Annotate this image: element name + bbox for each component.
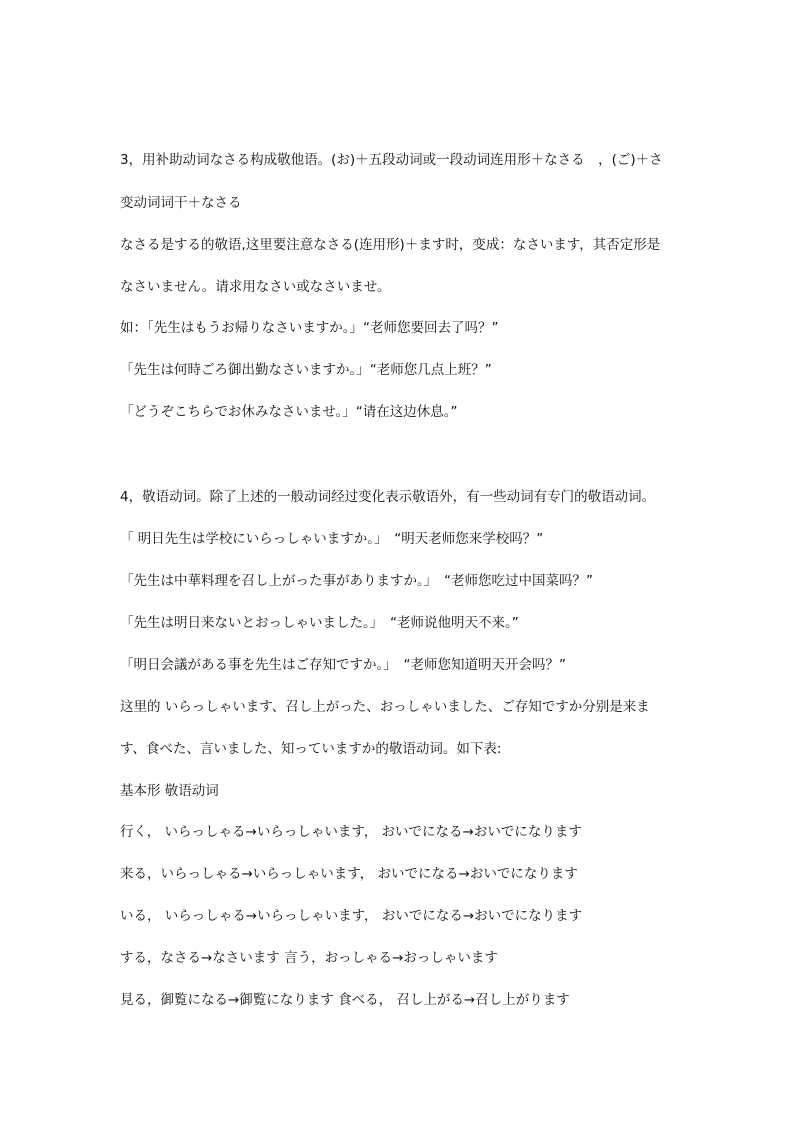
example-sentence: 「先生は中華料理を召し上がった事がありますか。」 “老师您吃过中国菜吗？”: [120, 573, 593, 589]
conjugation-row: 来る，いらっしゃる→いらっしゃいます， おいでになる→おいでになります: [120, 866, 578, 882]
example-sentence: 「明日会議がある事を先生はご存知ですか。」 “老师您知道明天开会吗？”: [120, 657, 566, 673]
conjugation-row: 見る，御覧になる→御覧になります 食べる， 召し上がる→召し上がります: [120, 992, 570, 1008]
example-sentence: 「先生は何時ごろ御出勤なさいますか。」“老师您几点上班？”: [120, 362, 492, 378]
conjugation-row: 行く， いらっしゃる→いらっしゃいます， おいでになる→おいでになります: [120, 824, 582, 840]
explanation-line-2: す、食べた、言いました、知っていますか的敬语动词。如下表:: [120, 741, 502, 757]
conjugation-row: いる， いらっしゃる→いらっしゃいます， おいでになる→おいでになります: [120, 908, 583, 924]
table-header: 基本形 敬语动词: [120, 783, 219, 799]
example-sentence: 「先生は明日来ないとおっしゃいました。」 “老师说他明天不来。”: [120, 615, 519, 631]
example-sentence: 「 明日先生は学校にいらっしゃいますか。」 “明天老师您来学校吗？”: [120, 531, 544, 547]
paragraph-3-line-1: 3，用补助动词なさる构成敬他语。(お)＋五段动词或一段动词连用形＋なさる ，(ご)＋さ: [120, 152, 663, 168]
paragraph-3-line-2: 变动词词干＋なさる: [120, 195, 242, 211]
paragraph-4-heading: 4，敬语动词。除了上述的一般动词经过变化表示敬语外，有一些动词有专门的敬语动词。: [120, 489, 656, 505]
explanation-line-1: 这里的 いらっしゃいます、召し上がった、おっしゃいました、ご存知ですか分别是来ま: [120, 699, 650, 715]
nasaru-note-line-1: なさる是する的敬语,这里要注意なさる(连用形)＋ます时，变成：なさいます，其否定形是: [120, 237, 661, 253]
example-sentence: 如：「先生はもうお帰りなさいますか。」“老师您要回去了吗？”: [120, 320, 499, 336]
nasaru-note-line-2: なさいません。请求用なさい或なさいませ。: [120, 279, 391, 295]
example-sentence: 「どうぞこちらでお休みなさいませ。」“请在这边休息。”: [120, 404, 458, 420]
conjugation-row: する，なさる→なさいます 言う，おっしゃる→おっしゃいます: [120, 950, 498, 966]
